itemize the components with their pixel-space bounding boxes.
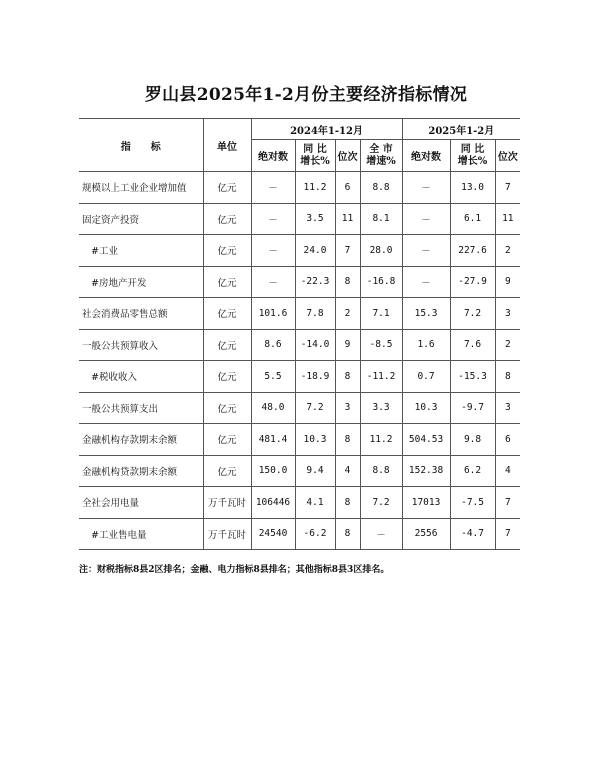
cell-name: 一般公共预算收入 bbox=[79, 329, 203, 361]
cell-curr-abs: 504.53 bbox=[402, 424, 450, 456]
cell-city: 8.1 bbox=[360, 203, 402, 235]
cell-prev-abs: 101.6 bbox=[251, 298, 295, 330]
cell-city: － bbox=[360, 518, 402, 550]
cell-prev-abs: 106446 bbox=[251, 487, 295, 519]
cell-unit: 亿元 bbox=[203, 392, 251, 424]
footnote: 注：财税指标8县2区排名；金融、电力指标8县排名；其他指标8县3区排名。 bbox=[79, 565, 390, 575]
cell-prev-yoy: -22.3 bbox=[295, 266, 335, 298]
cell-curr-yoy: 13.0 bbox=[450, 172, 495, 204]
cell-curr-rank: 2 bbox=[495, 329, 520, 361]
cell-name: 金融机构存款期末余额 bbox=[79, 424, 203, 456]
cell-curr-rank: 8 bbox=[495, 361, 520, 393]
cell-curr-yoy: 7.6 bbox=[450, 329, 495, 361]
header-curr-yoy-line1: 同 比 bbox=[460, 143, 485, 155]
cell-curr-rank: 9 bbox=[495, 266, 520, 298]
cell-curr-rank: 4 bbox=[495, 455, 520, 487]
cell-curr-yoy: 6.2 bbox=[450, 455, 495, 487]
cell-prev-abs: 24540 bbox=[251, 518, 295, 550]
cell-prev-rank: 8 bbox=[335, 518, 360, 550]
cell-prev-abs: － bbox=[251, 172, 295, 204]
header-period-prev: 2024年1-12月 bbox=[251, 119, 402, 140]
cell-prev-abs: 8.6 bbox=[251, 329, 295, 361]
table-row bbox=[79, 361, 520, 393]
cell-unit: 万千瓦时 bbox=[203, 487, 251, 519]
cell-name: 固定资产投资 bbox=[79, 203, 203, 235]
table-row bbox=[79, 203, 520, 235]
cell-prev-yoy: 7.8 bbox=[295, 298, 335, 330]
cell-prev-abs: 481.4 bbox=[251, 424, 295, 456]
cell-curr-yoy: 6.1 bbox=[450, 203, 495, 235]
cell-name: 社会消费品零售总额 bbox=[79, 298, 203, 330]
table-row bbox=[79, 424, 520, 456]
cell-curr-rank: 7 bbox=[495, 172, 520, 204]
cell-city: 8.8 bbox=[360, 172, 402, 204]
cell-prev-yoy: 24.0 bbox=[295, 235, 335, 267]
header-curr-abs: 绝对数 bbox=[402, 140, 450, 172]
cell-unit: 亿元 bbox=[203, 203, 251, 235]
cell-curr-abs: 17013 bbox=[402, 487, 450, 519]
header-prev-yoy-line2: 增长% bbox=[300, 155, 330, 167]
cell-prev-yoy: 7.2 bbox=[295, 392, 335, 424]
header-prev-yoy bbox=[295, 140, 335, 172]
cell-prev-rank: 9 bbox=[335, 329, 360, 361]
cell-prev-yoy: -14.0 bbox=[295, 329, 335, 361]
cell-city: 7.2 bbox=[360, 487, 402, 519]
cell-name: 规模以上工业企业增加值 bbox=[79, 172, 203, 204]
cell-prev-rank: 8 bbox=[335, 361, 360, 393]
cell-curr-abs: 15.3 bbox=[402, 298, 450, 330]
cell-prev-yoy: 10.3 bbox=[295, 424, 335, 456]
header-curr-rank: 位次 bbox=[495, 140, 520, 172]
cell-city: 8.8 bbox=[360, 455, 402, 487]
cell-unit: 亿元 bbox=[203, 424, 251, 456]
header-period-curr: 2025年1-2月 bbox=[402, 119, 520, 140]
header-indicator: 指 标 bbox=[79, 119, 203, 172]
cell-curr-abs: 152.38 bbox=[402, 455, 450, 487]
cell-name: 金融机构贷款期末余额 bbox=[79, 455, 203, 487]
cell-curr-abs: 1.6 bbox=[402, 329, 450, 361]
cell-curr-yoy: -27.9 bbox=[450, 266, 495, 298]
cell-prev-abs: － bbox=[251, 203, 295, 235]
header-curr-yoy-line2: 增长% bbox=[457, 155, 488, 167]
cell-curr-abs: － bbox=[402, 266, 450, 298]
cell-unit: 亿元 bbox=[203, 361, 251, 393]
cell-prev-abs: － bbox=[251, 266, 295, 298]
cell-curr-rank: 11 bbox=[495, 203, 520, 235]
cell-prev-rank: 4 bbox=[335, 455, 360, 487]
cell-prev-yoy: 4.1 bbox=[295, 487, 335, 519]
cell-city: 11.2 bbox=[360, 424, 402, 456]
header-curr-yoy bbox=[450, 140, 495, 172]
cell-name: #工业售电量 bbox=[79, 518, 203, 550]
cell-unit: 亿元 bbox=[203, 455, 251, 487]
table-row bbox=[79, 172, 520, 204]
header-unit: 单位 bbox=[203, 119, 251, 172]
cell-prev-abs: 150.0 bbox=[251, 455, 295, 487]
indicator-table bbox=[79, 118, 520, 550]
cell-curr-abs: － bbox=[402, 203, 450, 235]
cell-prev-rank: 2 bbox=[335, 298, 360, 330]
cell-curr-abs: － bbox=[402, 235, 450, 267]
cell-curr-rank: 7 bbox=[495, 487, 520, 519]
cell-curr-abs: 10.3 bbox=[402, 392, 450, 424]
cell-name: #税收收入 bbox=[79, 361, 203, 393]
cell-curr-rank: 6 bbox=[495, 424, 520, 456]
cell-prev-rank: 7 bbox=[335, 235, 360, 267]
cell-curr-yoy: 227.6 bbox=[450, 235, 495, 267]
table-row bbox=[79, 518, 520, 550]
cell-prev-yoy: -6.2 bbox=[295, 518, 335, 550]
cell-name: 全社会用电量 bbox=[79, 487, 203, 519]
cell-curr-rank: 3 bbox=[495, 298, 520, 330]
table-row bbox=[79, 392, 520, 424]
cell-unit: 亿元 bbox=[203, 298, 251, 330]
header-prev-yoy-line1: 同 比 bbox=[303, 143, 327, 155]
cell-prev-yoy: 3.5 bbox=[295, 203, 335, 235]
page-title: 罗山县2025年1-2月份主要经济指标情况 bbox=[144, 85, 468, 105]
cell-prev-abs: 48.0 bbox=[251, 392, 295, 424]
table-row bbox=[79, 487, 520, 519]
cell-curr-rank: 3 bbox=[495, 392, 520, 424]
cell-prev-rank: 3 bbox=[335, 392, 360, 424]
cell-prev-rank: 8 bbox=[335, 487, 360, 519]
cell-city: -8.5 bbox=[360, 329, 402, 361]
cell-unit: 亿元 bbox=[203, 266, 251, 298]
cell-prev-rank: 8 bbox=[335, 424, 360, 456]
header-row-1 bbox=[79, 119, 520, 140]
cell-prev-rank: 6 bbox=[335, 172, 360, 204]
cell-curr-yoy: 7.2 bbox=[450, 298, 495, 330]
cell-unit: 亿元 bbox=[203, 172, 251, 204]
cell-curr-yoy: -4.7 bbox=[450, 518, 495, 550]
cell-curr-rank: 2 bbox=[495, 235, 520, 267]
header-city-line1: 全 市 bbox=[369, 143, 393, 155]
cell-curr-yoy: -15.3 bbox=[450, 361, 495, 393]
cell-prev-yoy: 9.4 bbox=[295, 455, 335, 487]
cell-prev-abs: 5.5 bbox=[251, 361, 295, 393]
cell-name: #房地产开发 bbox=[79, 266, 203, 298]
cell-name: 一般公共预算支出 bbox=[79, 392, 203, 424]
cell-prev-yoy: -18.9 bbox=[295, 361, 335, 393]
table-row bbox=[79, 235, 520, 267]
cell-curr-abs: 0.7 bbox=[402, 361, 450, 393]
cell-prev-rank: 11 bbox=[335, 203, 360, 235]
cell-prev-abs: － bbox=[251, 235, 295, 267]
cell-unit: 亿元 bbox=[203, 235, 251, 267]
header-city-line2: 增速% bbox=[366, 155, 396, 167]
cell-prev-rank: 8 bbox=[335, 266, 360, 298]
table-row bbox=[79, 455, 520, 487]
table-row bbox=[79, 298, 520, 330]
cell-prev-yoy: 11.2 bbox=[295, 172, 335, 204]
cell-city: 3.3 bbox=[360, 392, 402, 424]
cell-name: #工业 bbox=[79, 235, 203, 267]
cell-curr-yoy: 9.8 bbox=[450, 424, 495, 456]
cell-city: 28.0 bbox=[360, 235, 402, 267]
table-row bbox=[79, 266, 520, 298]
header-city bbox=[360, 140, 402, 172]
cell-city: -11.2 bbox=[360, 361, 402, 393]
cell-unit: 亿元 bbox=[203, 329, 251, 361]
cell-curr-yoy: -9.7 bbox=[450, 392, 495, 424]
cell-curr-abs: 2556 bbox=[402, 518, 450, 550]
cell-city: -16.8 bbox=[360, 266, 402, 298]
cell-curr-yoy: -7.5 bbox=[450, 487, 495, 519]
table-row bbox=[79, 329, 520, 361]
cell-unit: 万千瓦时 bbox=[203, 518, 251, 550]
header-prev-abs: 绝对数 bbox=[251, 140, 295, 172]
cell-curr-abs: － bbox=[402, 172, 450, 204]
cell-curr-rank: 7 bbox=[495, 518, 520, 550]
header-prev-rank: 位次 bbox=[335, 140, 360, 172]
cell-city: 7.1 bbox=[360, 298, 402, 330]
